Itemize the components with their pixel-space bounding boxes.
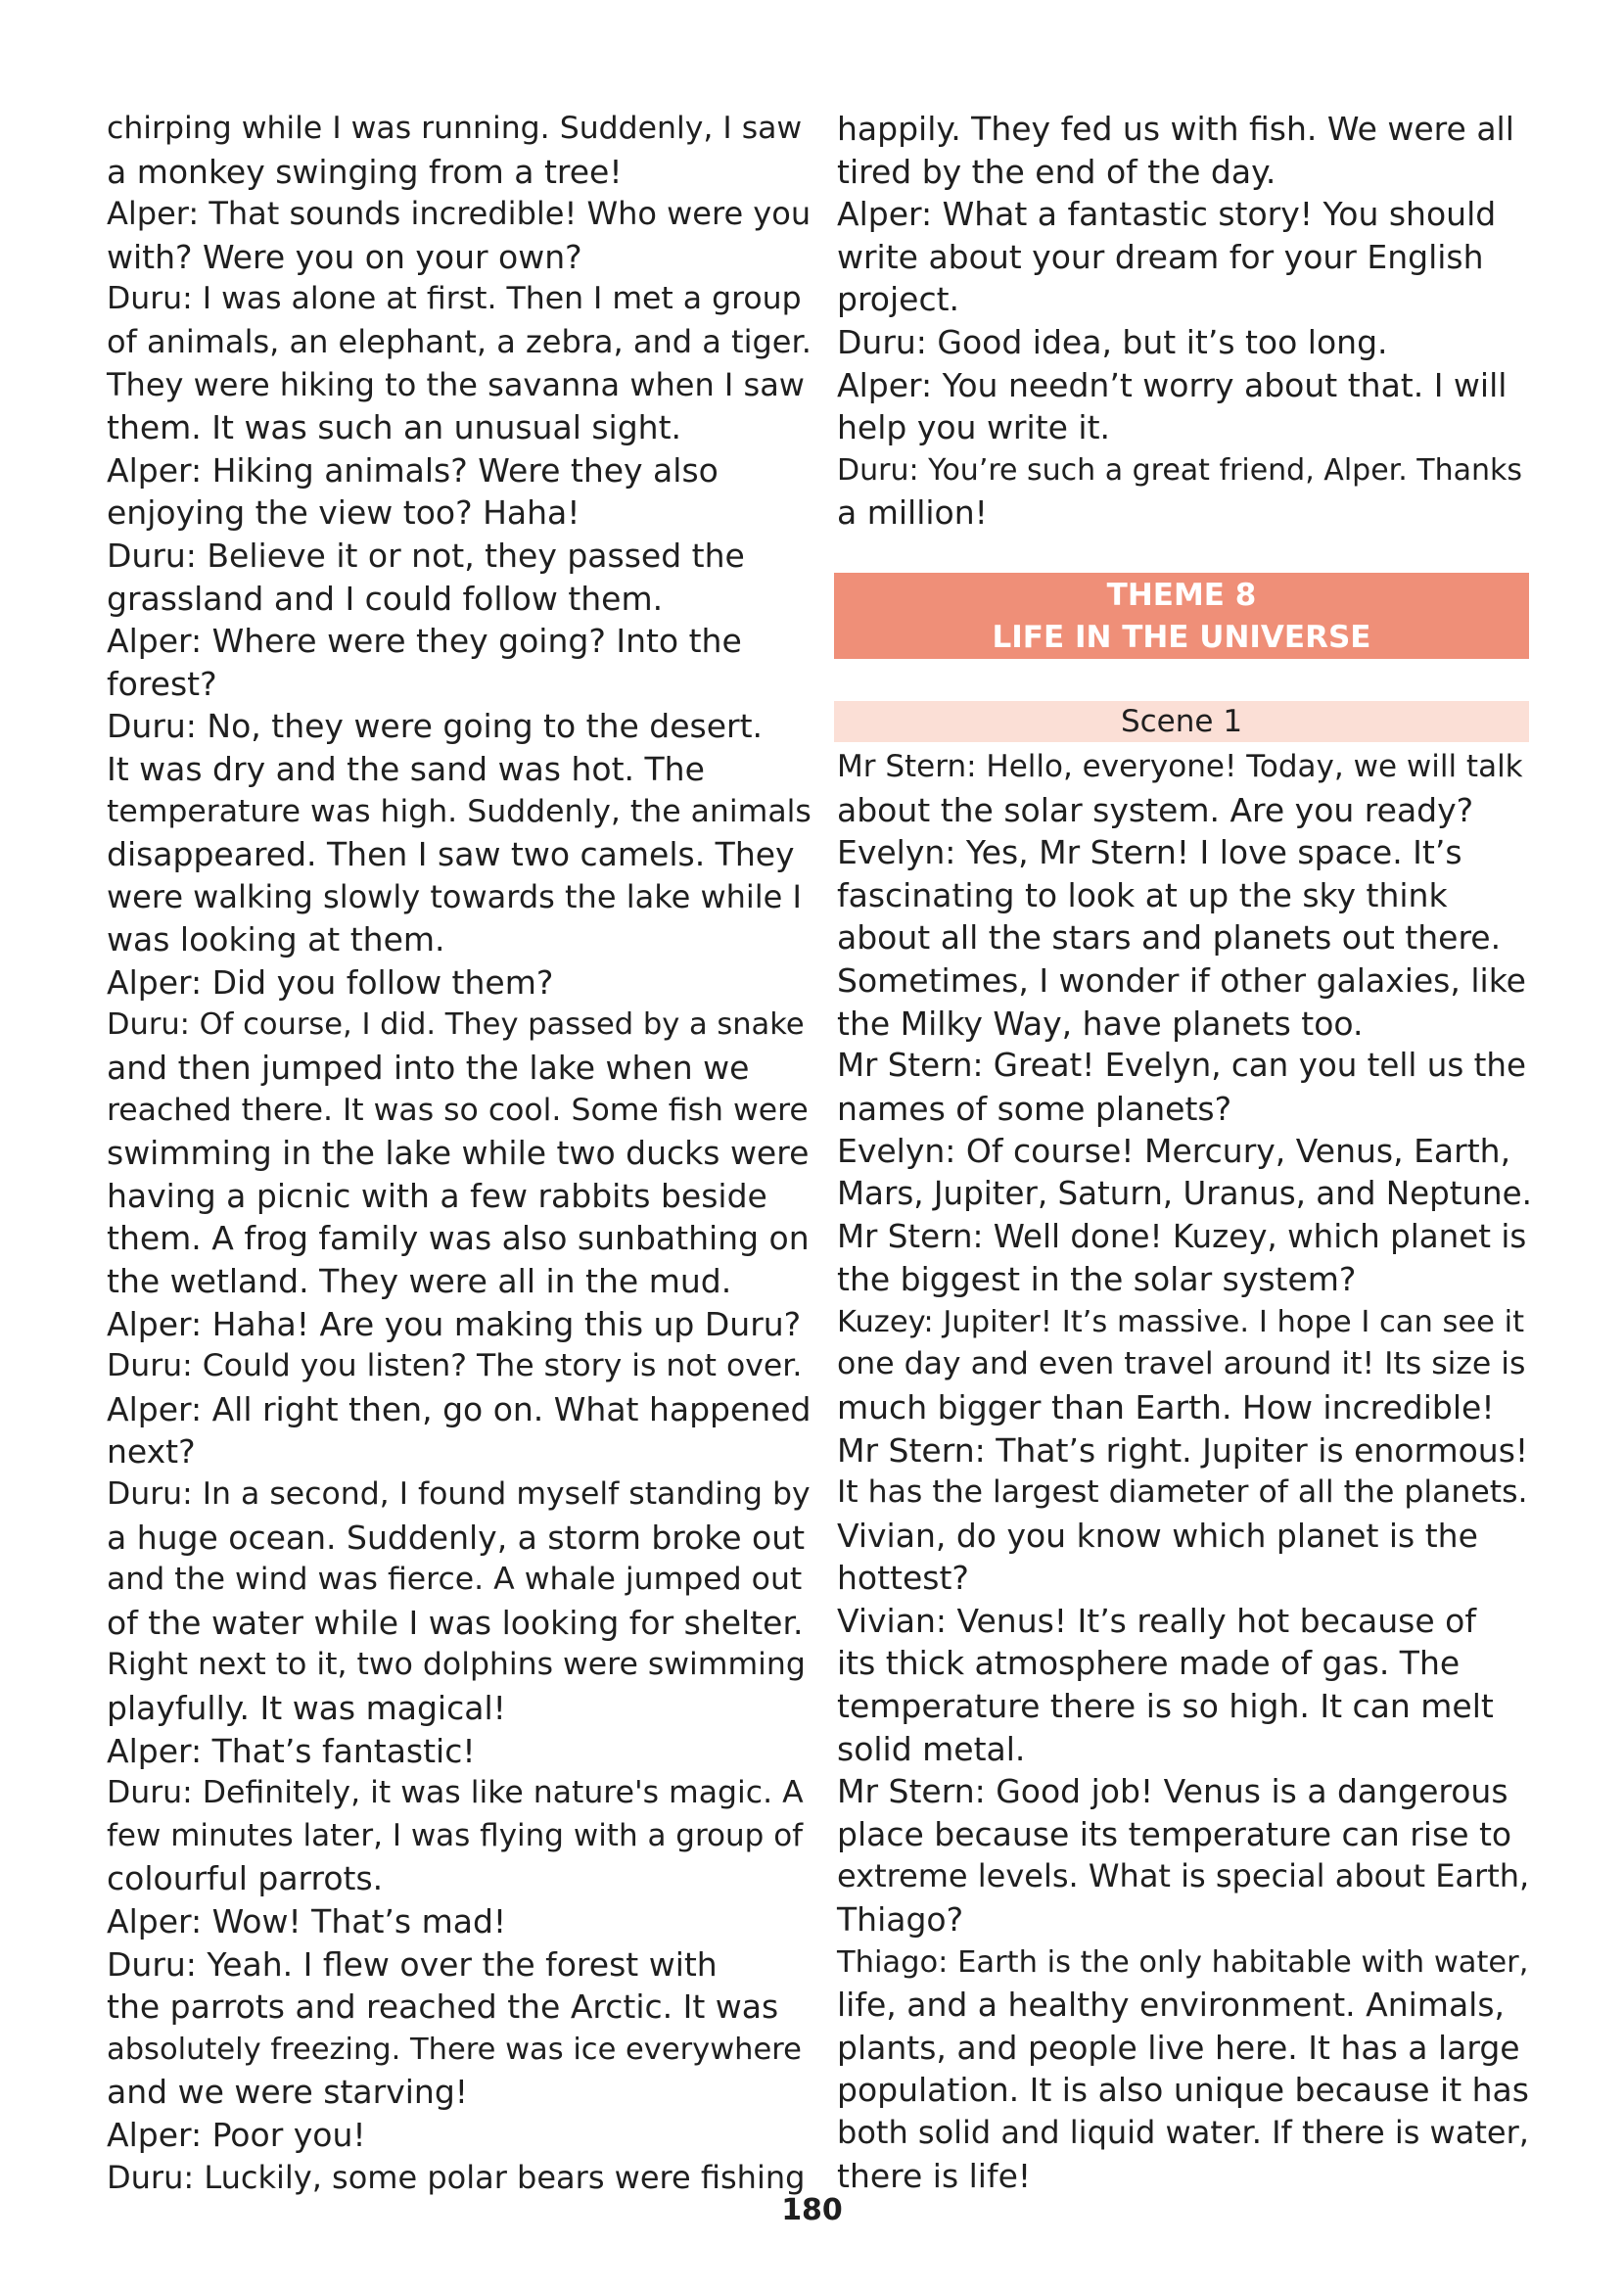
text-line: Vivian, do you know which planet is the: [837, 1516, 1478, 1555]
text-line: Mr Stern: That’s right. Jupiter is enormous!: [837, 1430, 1529, 1470]
text-line: Alper: Poor you!: [107, 2115, 366, 2154]
text-line: them. A frog family was also sunbathing on: [107, 1219, 810, 1258]
text-line: write about your dream for your English: [837, 237, 1484, 276]
text-line: fascinating to look at up the sky think: [837, 875, 1448, 914]
text-line: plants, and people live here. It has a large: [837, 2028, 1520, 2067]
text-line: Alper: All right then, go on. What happened: [107, 1389, 812, 1428]
text-line: Evelyn: Yes, Mr Stern! I love space. It’s: [837, 833, 1462, 872]
text-line: Duru: Could you listen? The story is not over.: [107, 1348, 803, 1384]
left-text-column: [107, 108, 812, 2199]
text-line: Mr Stern: Well done! Kuzey, which planet is: [837, 1217, 1527, 1255]
text-line: next?: [107, 1432, 196, 1472]
text-line: and the wind was fierce. A whale jumped out: [107, 1562, 803, 1598]
text-line: life, and a healthy environment. Animals,: [837, 1986, 1506, 2025]
text-line: playfully. It was magical!: [107, 1688, 506, 1727]
text-line: there is life!: [837, 2156, 1032, 2195]
text-line: the parrots and reached the Arctic. It was: [107, 1987, 779, 2027]
text-line: project.: [837, 280, 960, 319]
text-line: Duru: No, they were going to the desert.: [107, 707, 764, 746]
text-line: and then jumped into the lake when we: [107, 1049, 750, 1088]
text-line: Alper: What a fantastic story! You should: [837, 195, 1497, 234]
text-line: It has the largest diameter of all the planets.: [837, 1474, 1528, 1511]
text-line: population. It is also unique because it has: [837, 2071, 1529, 2110]
text-line: enjoying the view too? Haha!: [107, 493, 580, 533]
right-text-column-bottom: [837, 746, 1532, 2197]
text-line: help you write it.: [837, 408, 1111, 447]
text-line: Duru: Definitely, it was like nature's magic. A: [107, 1775, 804, 1811]
text-line: the biggest in the solar system?: [837, 1260, 1357, 1299]
text-line: Alper: That’s fantastic!: [107, 1731, 476, 1770]
text-line: Mr Stern: Great! Evelyn, can you tell us the: [837, 1047, 1526, 1085]
text-line: temperature was high. Suddenly, the animals: [107, 793, 812, 829]
text-line: Duru: Believe it or not, they passed the: [107, 536, 745, 575]
text-line: They were hiking to the savanna when I saw: [107, 365, 805, 403]
text-line: of animals, an elephant, a zebra, and a tiger.: [107, 322, 812, 360]
text-line: Kuzey: Jupiter! It’s massive. I hope I can see it: [837, 1304, 1525, 1339]
text-line: a monkey swinging from a tree!: [107, 152, 623, 191]
text-line: chirping while I was running. Suddenly, I saw: [107, 111, 803, 146]
text-line: reached there. It was so cool. Some fish were: [107, 1092, 809, 1128]
text-line: Mr Stern: Good job! Venus is a dangerous: [837, 1772, 1508, 1811]
text-line: was looking at them.: [107, 920, 445, 959]
text-line: few minutes later, I was flying with a group of: [107, 1817, 804, 1853]
text-line: absolutely freezing. There was ice everywhere: [107, 2032, 802, 2067]
text-line: solid metal.: [837, 1729, 1026, 1768]
text-line: grassland and I could follow them.: [107, 579, 664, 618]
text-line: Alper: Wow! That’s mad!: [107, 1901, 507, 1940]
text-line: them. It was such an unusual sight.: [107, 408, 682, 447]
right-text-column-top: [837, 108, 1532, 535]
text-line: colourful parrots.: [107, 1859, 384, 1898]
text-line: Thiago: Earth is the only habitable with water,: [837, 1944, 1529, 1980]
text-line: both solid and liquid water. If there is water,: [837, 2114, 1529, 2151]
text-line: tired by the end of the day.: [837, 152, 1276, 191]
text-line: It was dry and the sand was hot. The: [107, 749, 705, 788]
text-line: Alper: You needn’t worry about that. I will: [837, 365, 1508, 404]
text-line: Duru: You’re such a great friend, Alper. Thanks: [837, 452, 1523, 488]
text-line: the Milky Way, have planets too.: [837, 1004, 1364, 1043]
text-line: Right next to it, two dolphins were swimming: [107, 1647, 806, 1683]
text-line: Thiago?: [837, 1900, 964, 1940]
text-line: its thick atmosphere made of gas. The: [837, 1644, 1461, 1683]
page-number: 180: [781, 2193, 843, 2227]
theme-number: THEME 8: [1106, 578, 1257, 613]
text-line: having a picnic with a few rabbits beside: [107, 1176, 767, 1215]
text-line: Duru: Luckily, some polar bears were fishing: [107, 2158, 806, 2196]
text-line: Alper: Hiking animals? Were they also: [107, 450, 719, 490]
text-line: Duru: Good idea, but it’s too long.: [837, 322, 1388, 361]
text-line: were walking slowly towards the lake while I: [107, 877, 802, 915]
text-line: swimming in the lake while two ducks were: [107, 1134, 810, 1173]
text-line: extreme levels. What is special about Earth,: [837, 1857, 1530, 1895]
text-line: Vivian: Venus! It’s really hot because of: [837, 1601, 1476, 1640]
text-line: one day and even travel around it! Its size is: [837, 1346, 1526, 1382]
text-line: forest?: [107, 664, 217, 703]
text-line: Evelyn: Of course! Mercury, Venus, Earth,: [837, 1132, 1511, 1171]
text-line: Alper: Did you follow them?: [107, 962, 554, 1002]
text-line: about the solar system. Are you ready?: [837, 790, 1474, 829]
text-line: disappeared. Then I saw two camels. They: [107, 835, 795, 874]
text-line: names of some planets?: [837, 1089, 1232, 1128]
theme-banner: [834, 573, 1529, 659]
text-line: Mr Stern: Hello, everyone! Today, we will talk: [837, 749, 1523, 784]
text-line: a huge ocean. Suddenly, a storm broke out: [107, 1518, 806, 1557]
text-line: Duru: Yeah. I flew over the forest with: [107, 1944, 718, 1984]
text-line: Sometimes, I wonder if other galaxies, like: [837, 960, 1526, 1000]
text-line: Alper: That sounds incredible! Who were you: [107, 195, 812, 233]
text-line: place because its temperature can rise to: [837, 1814, 1512, 1853]
scene-heading: Scene 1: [834, 701, 1529, 742]
text-line: Duru: I was alone at first. Then I met a group: [107, 281, 802, 317]
text-line: Duru: Of course, I did. They passed by a snake: [107, 1007, 805, 1043]
text-line: a million!: [837, 493, 988, 533]
text-line: temperature there is so high. It can melt: [837, 1687, 1494, 1726]
text-line: much bigger than Earth. How incredible!: [837, 1387, 1495, 1426]
text-line: Alper: Haha! Are you making this up Duru?: [107, 1304, 802, 1343]
text-line: Duru: In a second, I found myself standing by: [107, 1476, 811, 1512]
text-line: and we were starving!: [107, 2073, 468, 2112]
theme-title: LIFE IN THE UNIVERSE: [992, 620, 1371, 655]
text-line: of the water while I was looking for shelter.: [107, 1603, 804, 1642]
text-line: hottest?: [837, 1559, 969, 1598]
text-line: with? Were you on your own?: [107, 237, 582, 276]
text-line: Alper: Where were they going? Into the: [107, 622, 742, 661]
text-line: happily. They fed us with fish. We were all: [837, 110, 1514, 148]
text-line: about all the stars and planets out there.: [837, 918, 1502, 958]
text-line: Mars, Jupiter, Saturn, Uranus, and Neptune.: [837, 1174, 1532, 1212]
text-line: the wetland. They were all in the mud.: [107, 1262, 732, 1301]
